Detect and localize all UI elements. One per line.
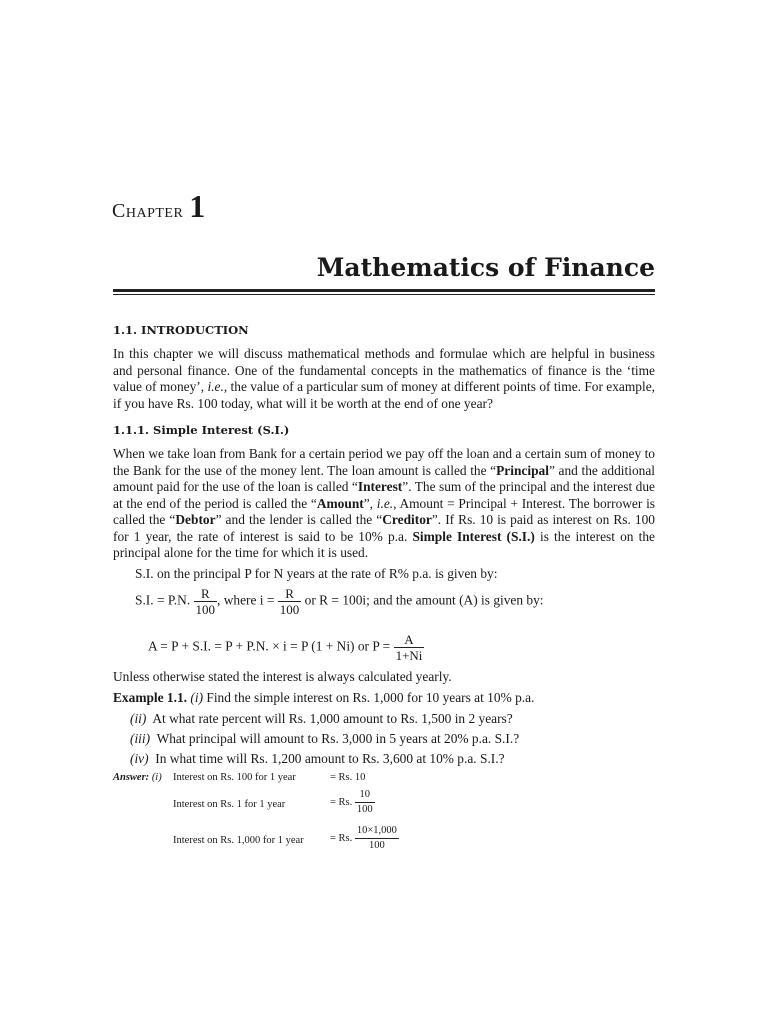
fraction-10x1000-over-100: [355, 824, 399, 853]
example-part-i: Find the simple interest on Rs. 1,000 for 10 years at 10% p.a.: [206, 690, 535, 705]
term-amount: Amount: [316, 495, 364, 511]
intro-paragraph: [113, 346, 655, 412]
term-interest: Interest: [357, 479, 403, 494]
answer-row-2-left: Interest on Rs. 1 for 1 year: [173, 799, 286, 810]
example-line-2: [130, 711, 513, 727]
answer-row-1-left: Interest on Rs. 100 for 1 year: [173, 772, 296, 783]
yearly-note: Unless otherwise stated the interest is always calculated yearly.: [113, 669, 452, 684]
term-principal: Principal: [496, 462, 549, 478]
answer-row-3-left: Interest on Rs. 1,000 for 1 year: [173, 835, 304, 846]
example-line-4: [130, 751, 505, 767]
answer-row-2-right: [330, 788, 375, 817]
fraction-r-over-100: [194, 586, 218, 617]
si-text-g: ”. If Rs. 10 is paid as interest on Rs. 100 for 1 year, the rate of interest is said to be 10% p.a.: [113, 512, 656, 544]
si-paragraph: [113, 446, 655, 562]
answer-row-1-right: = Rs. 10: [330, 772, 366, 783]
si-text-f: ” and the lender is called the “: [215, 512, 383, 527]
chapter-label-initial: C: [112, 200, 126, 222]
formula-amount: [148, 632, 424, 663]
intro-text-2: , the value of a particular sum of money at different points of time. For example, if you have Rs. 100 today, what will it be worth at the end of one year?: [113, 379, 655, 411]
example-mark-i: (i): [190, 690, 204, 705]
fraction-denominator: 1+Ni: [395, 648, 423, 663]
formula-si-lhs: S.I. = P.N.: [135, 592, 191, 608]
fraction-denominator: 100: [195, 602, 216, 617]
given-by-line: S.I. on the principal P for N years at the rate of R% p.a. is given by:: [135, 566, 498, 581]
si-text-e: , Amount = Principal + Interest. The borrower is called the “: [113, 495, 655, 527]
fraction-denominator: 100: [279, 602, 300, 617]
example-mark-iii: (iii): [130, 731, 151, 746]
example-part-iv: In what time will Rs. 1,200 amount to Rs. 3,600 at 10% p.a. S.I.?: [155, 751, 505, 766]
answer-row-2-eq: = Rs.: [330, 796, 353, 808]
example-line-1: [113, 690, 534, 706]
fraction-numerator: R: [200, 586, 210, 601]
chapter-label: [112, 188, 205, 225]
fraction-10-over-100: [355, 788, 375, 817]
si-ie: i.e.: [376, 495, 394, 511]
si-text-d: ”,: [363, 495, 377, 511]
fraction-numerator: R: [285, 586, 294, 601]
fraction-denominator: 100: [356, 804, 373, 815]
si-text-a: When we take loan from Bank for a certain period we pay off the loan and a certain sum of money to the Bank for the use of the money lent. The loan amount is called the “: [113, 446, 655, 478]
term-creditor: Creditor: [382, 512, 432, 527]
formula-si: [135, 586, 544, 617]
si-text-h: is the interest on the principal alone for the time for which it is used.: [113, 528, 655, 560]
intro-ie: i.e.: [207, 379, 224, 394]
answer-label-row: [113, 772, 162, 783]
answer-label: Answer:: [113, 772, 150, 783]
answer-row-3-eq: = Rs.: [330, 832, 353, 844]
term-simple-interest: Simple Interest (S.I.): [412, 528, 535, 544]
example-mark-ii: (ii): [130, 711, 147, 726]
fraction-a-over-1-plus-ni: [394, 632, 425, 663]
term-debtor: Debtor: [175, 512, 216, 527]
si-text-c: ”. The sum of the principal and the interest due at the end of the period is called the “: [113, 479, 655, 511]
example-part-iii: What principal will amount to Rs. 3,000 in 5 years at 20% p.a. S.I.?: [156, 731, 520, 746]
intro-text-1: In this chapter we will discuss mathematical methods and formulae which are helpful in business and personal finance. One of the fundamental concepts in the mathematics of finance is the ‘time value of money’,: [113, 346, 655, 394]
formula-amount-lhs: A = P + S.I. = P + P.N. × i = P (1 + Ni) or P =: [148, 638, 391, 654]
answer-mark: (i): [151, 772, 162, 783]
chapter-label-rest: HAPTER: [125, 206, 184, 221]
example-mark-iv: (iv): [130, 751, 149, 766]
title-rule-thick: [113, 289, 655, 292]
example-part-ii: At what rate percent will Rs. 1,000 amount to Rs. 1,500 in 2 years?: [152, 711, 513, 726]
page-title: Mathematics of Finance: [316, 253, 655, 282]
section-heading: 1.1. INTRODUCTION: [113, 323, 249, 337]
example-label: Example 1.1.: [113, 690, 188, 705]
subsection-heading: 1.1.1. Simple Interest (S.I.): [113, 423, 290, 437]
formula-si-rhs: or R = 100i; and the amount (A) is given by:: [304, 592, 544, 608]
fraction-numerator: 10: [359, 789, 371, 800]
fraction-numerator: A: [404, 632, 414, 647]
fraction-numerator: 10×1,000: [356, 825, 397, 836]
chapter-number: 1: [189, 188, 206, 224]
title-rule-thin: [113, 294, 655, 295]
fraction-i: [278, 586, 302, 617]
example-line-3: [130, 731, 519, 747]
answer-row-3-right: [330, 824, 399, 853]
fraction-denominator: 100: [355, 838, 399, 853]
formula-si-mid: , where i =: [217, 592, 275, 608]
si-text-b: ” and the additional amount paid for the use of the loan is called “: [113, 462, 655, 494]
